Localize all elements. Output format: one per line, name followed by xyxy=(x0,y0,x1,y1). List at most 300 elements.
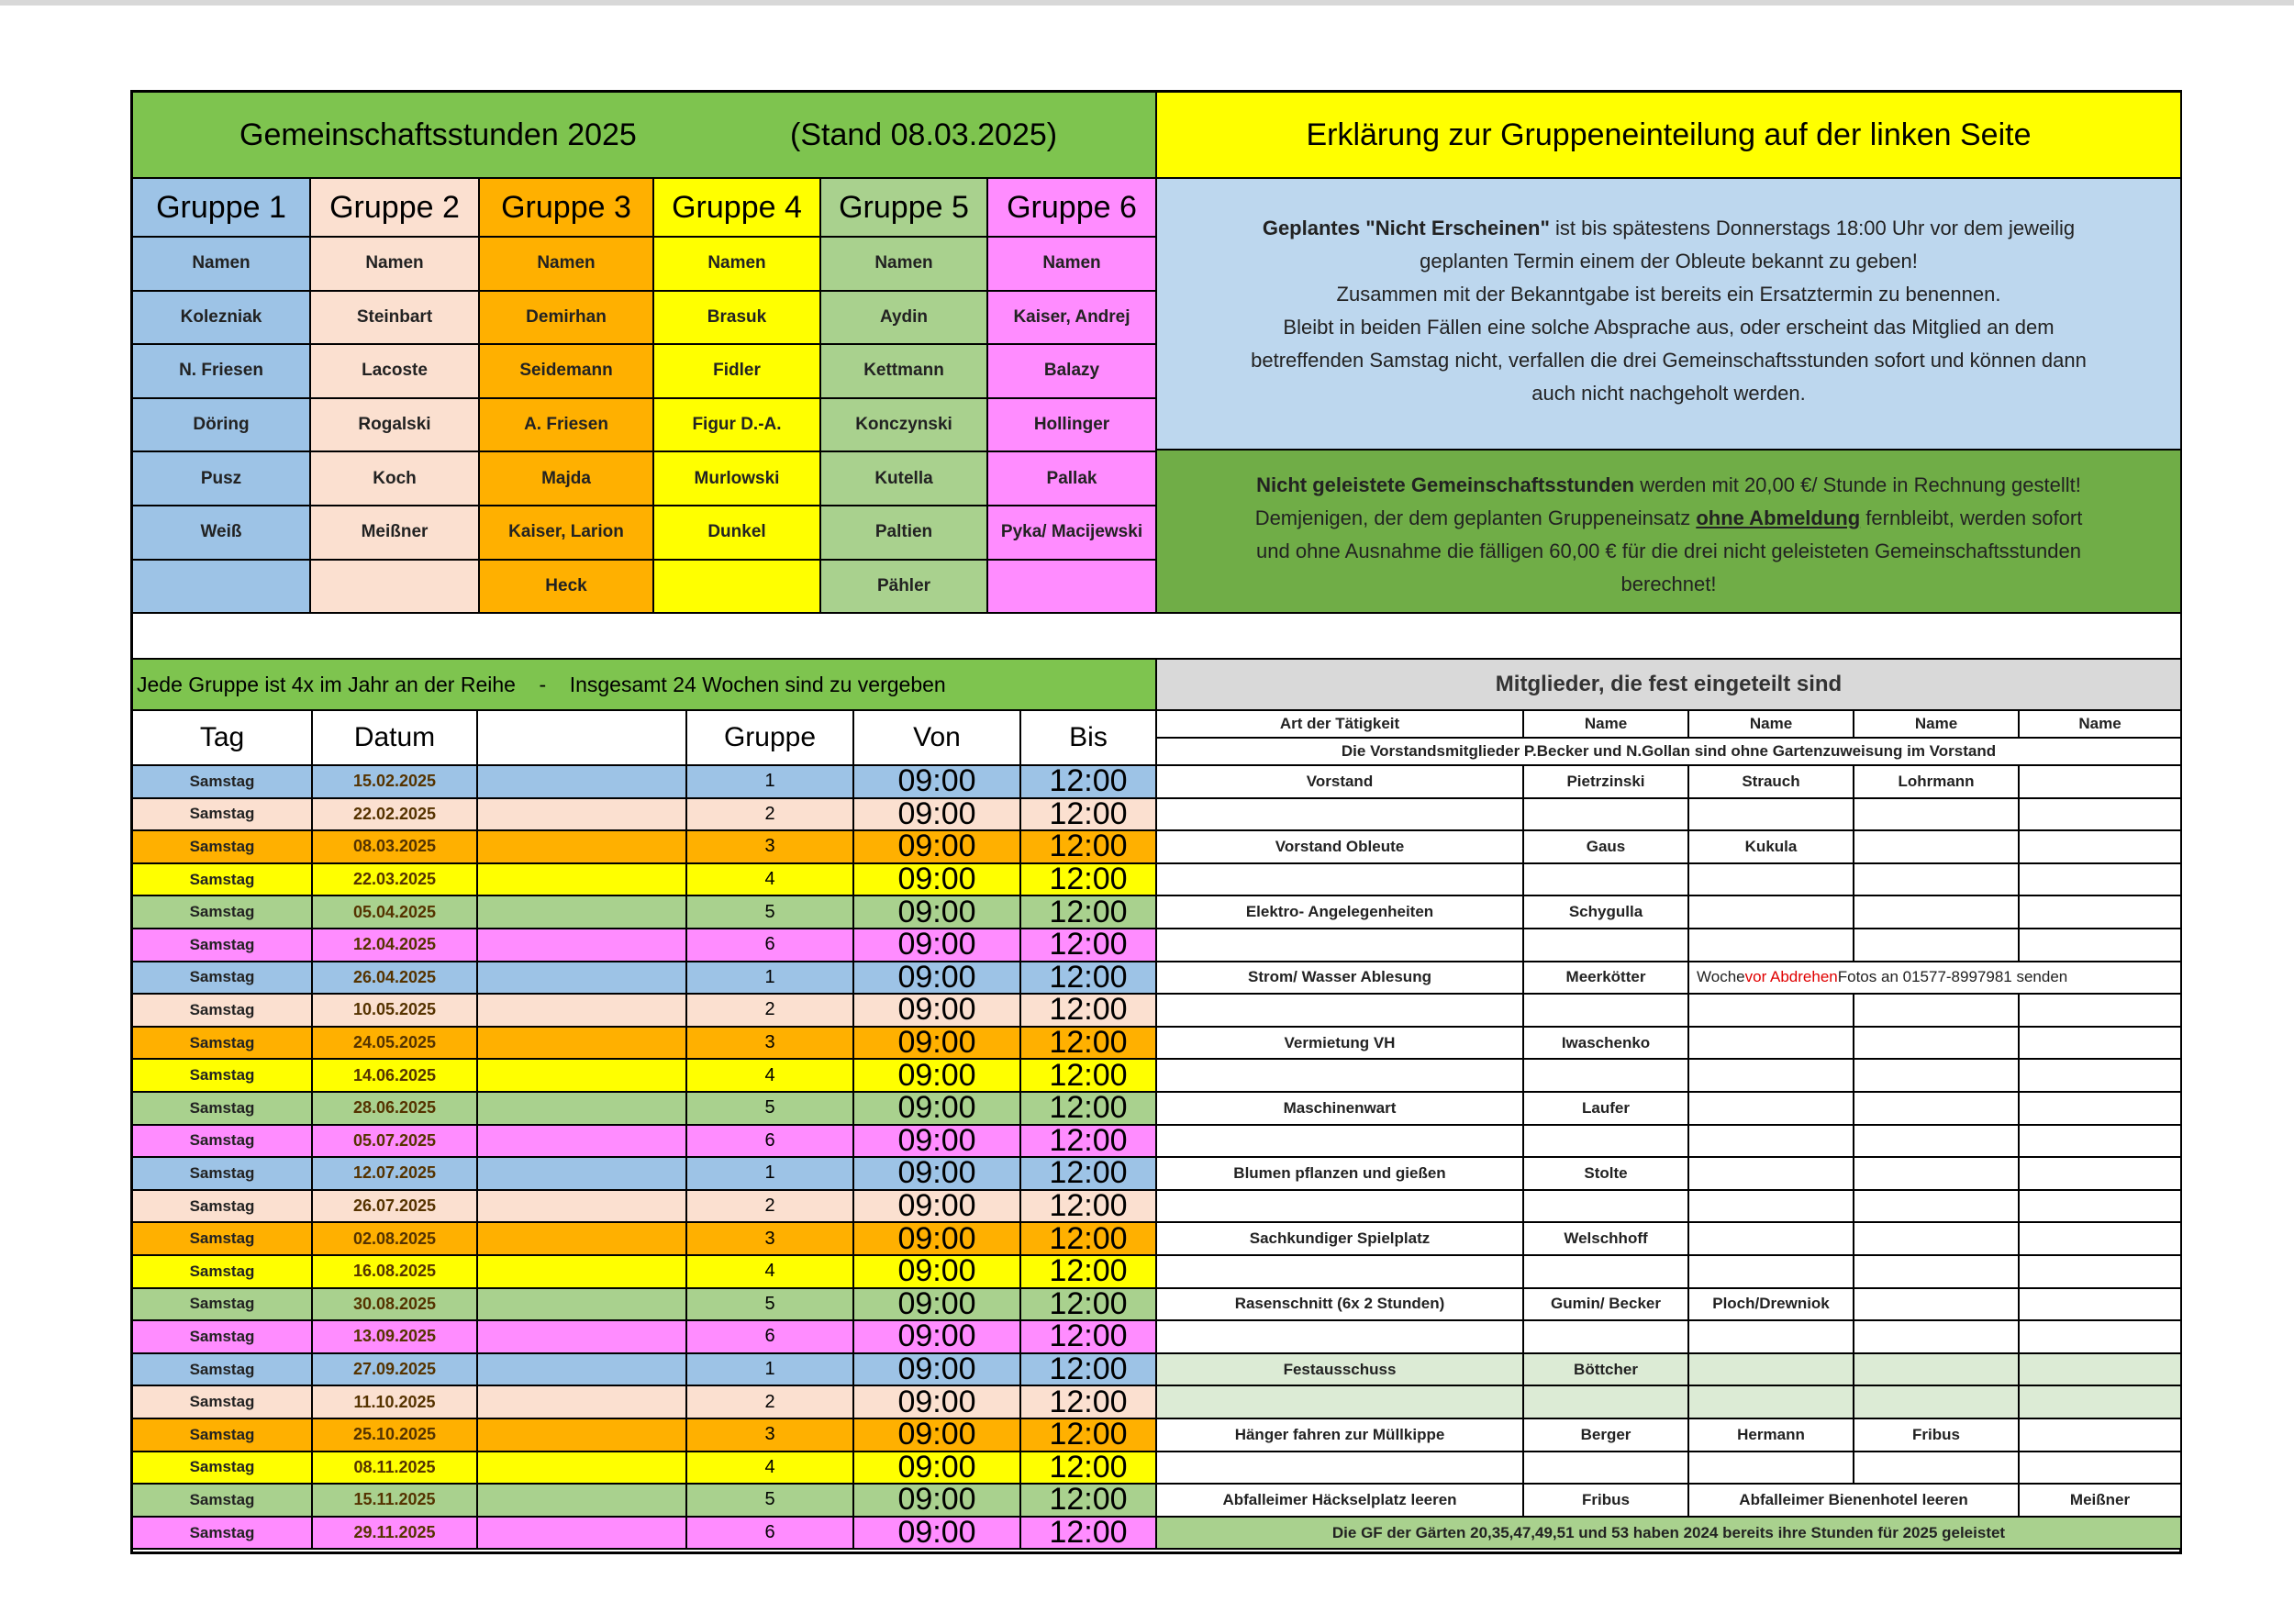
activity-cell: Rasenschnitt (6x 2 Stunden) xyxy=(1157,1289,1524,1322)
member-name-cell xyxy=(1524,799,1689,832)
schedule-from: 09:00 xyxy=(854,1518,1021,1551)
members-title: Mitglieder, die fest eingeteilt sind xyxy=(1157,660,2182,711)
schedule-to: 12:00 xyxy=(1021,831,1157,864)
group-names-label: Namen xyxy=(988,238,1157,292)
schedule-group: 6 xyxy=(687,1518,854,1551)
explanation-block-2 xyxy=(1157,450,2182,614)
member-name-cell xyxy=(2020,1256,2182,1289)
explanation-1-line-6: auch nicht nachgeholt werden. xyxy=(1531,382,1806,405)
activity-cell: Hänger fahren zur Müllkippe xyxy=(1157,1419,1524,1452)
schedule-from: 09:00 xyxy=(854,1158,1021,1191)
schedule-group: 3 xyxy=(687,1028,854,1061)
member-name-cell: Strauch xyxy=(1689,766,1854,799)
group-header-2: Gruppe 2 xyxy=(311,179,480,238)
schedule-blank xyxy=(478,1191,687,1224)
schedule-date: 05.07.2025 xyxy=(313,1126,478,1159)
schedule-group: 2 xyxy=(687,1386,854,1419)
member-name-cell xyxy=(1854,1028,2020,1061)
member-name-cell xyxy=(1524,1256,1689,1289)
member-name-cell: Fribus xyxy=(1524,1485,1689,1518)
member-name-cell xyxy=(1524,1386,1689,1419)
schedule-from: 09:00 xyxy=(854,1223,1021,1256)
schedule-col-blank xyxy=(478,711,687,766)
member-name-cell xyxy=(1854,1289,2020,1322)
member-name-cell xyxy=(1854,1256,2020,1289)
member-name-cell xyxy=(1524,1191,1689,1224)
group-member: Balazy xyxy=(988,345,1157,399)
activity-cell: Vorstand Obleute xyxy=(1157,831,1524,864)
group-member: Kolezniak xyxy=(133,292,311,346)
members-col-header: Art der Tätigkeit xyxy=(1157,711,1524,739)
schedule-tag: Samstag xyxy=(133,1485,313,1518)
schedule-blank xyxy=(478,1093,687,1126)
schedule-to: 12:00 xyxy=(1021,929,1157,962)
member-name-cell xyxy=(1854,1354,2020,1387)
group-names-label: Namen xyxy=(821,238,988,292)
schedule-from: 09:00 xyxy=(854,1452,1021,1485)
member-name-cell: Meerkötter xyxy=(1524,962,1689,996)
schedule-tag: Samstag xyxy=(133,1419,313,1452)
group-member: Heck xyxy=(480,561,654,615)
explanation-2-ohne-abmeldung: ohne Abmeldung xyxy=(1696,506,1861,529)
explanation-2-line-3: und ohne Ausnahme die fälligen 60,00 € für die drei nicht geleisteten Gemeinschaftsstunden xyxy=(1256,539,2081,562)
schedule-tag: Samstag xyxy=(133,1321,313,1354)
member-name-cell xyxy=(1854,929,2020,962)
schedule-date: 16.08.2025 xyxy=(313,1256,478,1289)
schedule-group: 1 xyxy=(687,962,854,996)
schedule-to: 12:00 xyxy=(1021,962,1157,996)
member-name-cell xyxy=(1854,1060,2020,1093)
activity-cell: Elektro- Angelegenheiten xyxy=(1157,896,1524,929)
activity-cell xyxy=(1157,1191,1524,1224)
member-name-cell xyxy=(1524,1452,1689,1485)
schedule-tag: Samstag xyxy=(133,1028,313,1061)
activity-cell: Festausschuss xyxy=(1157,1354,1524,1387)
explanation-2-line-4: berechnet! xyxy=(1620,573,1717,595)
member-name-cell: Abfalleimer Bienenhotel leeren xyxy=(1689,1485,2020,1518)
member-name-cell xyxy=(2020,1191,2182,1224)
members-col-header: Name xyxy=(1854,711,2020,739)
schedule-to: 12:00 xyxy=(1021,1158,1157,1191)
schedule-blank xyxy=(478,1354,687,1387)
schedule-group: 4 xyxy=(687,1256,854,1289)
member-name-cell xyxy=(1854,1191,2020,1224)
member-name-cell xyxy=(2020,1060,2182,1093)
group-member: Pähler xyxy=(821,561,988,615)
group-header-3: Gruppe 3 xyxy=(480,179,654,238)
member-name-cell: Welschhoff xyxy=(1524,1223,1689,1256)
schedule-date: 12.04.2025 xyxy=(313,929,478,962)
schedule-date: 05.04.2025 xyxy=(313,896,478,929)
schedule-group: 4 xyxy=(687,864,854,897)
schedule-group: 6 xyxy=(687,1321,854,1354)
member-name-cell: Pietrzinski xyxy=(1524,766,1689,799)
schedule-group: 3 xyxy=(687,1419,854,1452)
activity-cell xyxy=(1157,995,1524,1028)
schedule-blank xyxy=(478,1485,687,1518)
member-name-cell xyxy=(1854,1223,2020,1256)
schedule-tag: Samstag xyxy=(133,766,313,799)
member-name-cell xyxy=(1689,1354,1854,1387)
schedule-tag: Samstag xyxy=(133,1158,313,1191)
schedule-tag: Samstag xyxy=(133,1191,313,1224)
member-name-cell xyxy=(1689,896,1854,929)
schedule-group: 5 xyxy=(687,896,854,929)
group-member: Kaiser, Andrej xyxy=(988,292,1157,346)
member-name-cell: Gumin/ Becker xyxy=(1524,1289,1689,1322)
member-name-cell xyxy=(1854,1452,2020,1485)
schedule-from: 09:00 xyxy=(854,1028,1021,1061)
member-name-cell xyxy=(1689,1126,1854,1159)
schedule-to: 12:00 xyxy=(1021,1223,1157,1256)
schedule-group: 2 xyxy=(687,799,854,832)
schedule-group: 3 xyxy=(687,831,854,864)
schedule-date: 25.10.2025 xyxy=(313,1419,478,1452)
member-name-cell xyxy=(2020,1289,2182,1322)
member-name-cell: Schygulla xyxy=(1524,896,1689,929)
member-name-cell xyxy=(1689,1256,1854,1289)
schedule-from: 09:00 xyxy=(854,1191,1021,1224)
member-name-cell: Ploch/Drewniok xyxy=(1689,1289,1854,1322)
group-member: Lacoste xyxy=(311,345,480,399)
activity-cell: Strom/ Wasser Ablesung xyxy=(1157,962,1524,996)
group-member: Dunkel xyxy=(654,506,821,561)
schedule-to: 12:00 xyxy=(1021,1126,1157,1159)
activity-cell: Vermietung VH xyxy=(1157,1028,1524,1061)
member-name-cell: Fribus xyxy=(1854,1419,2020,1452)
schedule-from: 09:00 xyxy=(854,1354,1021,1387)
group-member: Aydin xyxy=(821,292,988,346)
group-names-label: Namen xyxy=(654,238,821,292)
member-name-cell xyxy=(1524,864,1689,897)
schedule-col-datum: Datum xyxy=(313,711,478,766)
schedule-group: 1 xyxy=(687,766,854,799)
schedule-blank xyxy=(478,896,687,929)
schedule-group: 5 xyxy=(687,1485,854,1518)
explanation-1-line-3: Zusammen mit der Bekanntgabe ist bereits ein Ersatztermin zu benennen. xyxy=(1336,283,2001,306)
group-member: Demirhan xyxy=(480,292,654,346)
member-name-cell: Lohrmann xyxy=(1854,766,2020,799)
schedule-to: 12:00 xyxy=(1021,1321,1157,1354)
schedule-blank xyxy=(478,1321,687,1354)
member-name-cell xyxy=(2020,1452,2182,1485)
member-name-cell xyxy=(1689,1060,1854,1093)
schedule-date: 12.07.2025 xyxy=(313,1158,478,1191)
explanation-2-line-2b: fernbleibt, werden sofort xyxy=(1860,506,2083,529)
group-member: Kutella xyxy=(821,452,988,506)
member-name-cell: Iwaschenko xyxy=(1524,1028,1689,1061)
member-name-cell xyxy=(1854,1386,2020,1419)
schedule-blank xyxy=(478,1060,687,1093)
explanation-1-line-5: betreffenden Samstag nicht, verfallen die drei Gemeinschaftsstunden sofort und können dann xyxy=(1251,349,2087,372)
schedule-date: 26.04.2025 xyxy=(313,962,478,996)
activity-cell xyxy=(1157,864,1524,897)
schedule-to: 12:00 xyxy=(1021,995,1157,1028)
schedule-to: 12:00 xyxy=(1021,766,1157,799)
schedule-group: 6 xyxy=(687,929,854,962)
member-name-cell xyxy=(1689,1386,1854,1419)
member-name-cell xyxy=(2020,1419,2182,1452)
schedule-blank xyxy=(478,1419,687,1452)
schedule-blank xyxy=(478,1126,687,1159)
schedule-from: 09:00 xyxy=(854,1093,1021,1126)
member-name-cell xyxy=(2020,831,2182,864)
schedule-col-von: Von xyxy=(854,711,1021,766)
schedule-from: 09:00 xyxy=(854,1289,1021,1322)
sheet-title: Gemeinschaftsstunden 2025 xyxy=(239,117,637,152)
schedule-date: 28.06.2025 xyxy=(313,1093,478,1126)
schedule-blank xyxy=(478,1452,687,1485)
member-name-cell xyxy=(2020,1321,2182,1354)
window-top-border xyxy=(0,0,2294,6)
schedule-group: 4 xyxy=(687,1452,854,1485)
group-member: Figur D.-A. xyxy=(654,399,821,453)
schedule-blank xyxy=(478,1028,687,1061)
schedule-blank xyxy=(478,995,687,1028)
group-member: Pallak xyxy=(988,452,1157,506)
member-name-cell xyxy=(1689,799,1854,832)
schedule-to: 12:00 xyxy=(1021,1386,1157,1419)
activity-cell xyxy=(1157,1452,1524,1485)
member-name-cell xyxy=(1524,1321,1689,1354)
member-name-cell xyxy=(2020,1093,2182,1126)
schedule-date: 10.05.2025 xyxy=(313,995,478,1028)
strom-note-a: Woche xyxy=(1697,968,1745,986)
member-name-cell xyxy=(1854,1093,2020,1126)
member-name-cell xyxy=(2020,929,2182,962)
member-name-cell xyxy=(1854,896,2020,929)
schedule-from: 09:00 xyxy=(854,896,1021,929)
schedule-group: 1 xyxy=(687,1158,854,1191)
schedule-date: 22.03.2025 xyxy=(313,864,478,897)
member-name-cell xyxy=(1689,1223,1854,1256)
group-member: Meißner xyxy=(311,506,480,561)
member-name-cell xyxy=(2020,1158,2182,1191)
schedule-tag: Samstag xyxy=(133,1386,313,1419)
activity-cell: Blumen pflanzen und gießen xyxy=(1157,1158,1524,1191)
members-col-header: Name xyxy=(1524,711,1689,739)
group-header-6: Gruppe 6 xyxy=(988,179,1157,238)
schedule-tag: Samstag xyxy=(133,995,313,1028)
schedule-from: 09:00 xyxy=(854,995,1021,1028)
member-name-cell xyxy=(1854,799,2020,832)
member-name-cell xyxy=(1524,929,1689,962)
activity-cell: Vorstand xyxy=(1157,766,1524,799)
schedule-to: 12:00 xyxy=(1021,1289,1157,1322)
schedule-to: 12:00 xyxy=(1021,799,1157,832)
explanation-2-line-1: werden mit 20,00 €/ Stunde in Rechnung gestellt! xyxy=(1634,473,2081,496)
activity-cell xyxy=(1157,929,1524,962)
schedule-to: 12:00 xyxy=(1021,1419,1157,1452)
schedule-tag: Samstag xyxy=(133,864,313,897)
schedule-col-tag: Tag xyxy=(133,711,313,766)
explanation-1-line-4: Bleibt in beiden Fällen eine solche Absprache aus, oder erscheint das Mitglied an dem xyxy=(1283,316,2055,339)
explanation-1-lead: Geplantes "Nicht Erscheinen" xyxy=(1262,217,1550,239)
member-name-cell: Berger xyxy=(1524,1419,1689,1452)
group-member: Kettmann xyxy=(821,345,988,399)
group-member: Majda xyxy=(480,452,654,506)
schedule-date: 11.10.2025 xyxy=(313,1386,478,1419)
schedule-from: 09:00 xyxy=(854,1386,1021,1419)
explanation-title: Erklärung zur Gruppeneinteilung auf der linken Seite xyxy=(1157,93,2182,179)
member-name-cell xyxy=(1854,864,2020,897)
schedule-date: 22.02.2025 xyxy=(313,799,478,832)
schedule-blank xyxy=(478,1223,687,1256)
member-name-cell xyxy=(1689,1093,1854,1126)
member-name-cell xyxy=(2020,766,2182,799)
schedule-from: 09:00 xyxy=(854,1485,1021,1518)
member-name-cell xyxy=(2020,799,2182,832)
member-name-cell xyxy=(1689,1321,1854,1354)
group-member: Rogalski xyxy=(311,399,480,453)
schedule-to: 12:00 xyxy=(1021,1354,1157,1387)
member-name-cell xyxy=(1854,831,2020,864)
group-member: Fidler xyxy=(654,345,821,399)
member-name-cell xyxy=(1689,929,1854,962)
schedule-date: 15.11.2025 xyxy=(313,1485,478,1518)
member-name-cell: Meißner xyxy=(2020,1485,2182,1518)
explanation-2-line-2a: Demjenigen, der dem geplanten Gruppeneinsatz xyxy=(1254,506,1697,529)
schedule-group: 2 xyxy=(687,995,854,1028)
explanation-1-line-2: geplanten Termin einem der Obleute bekannt zu geben! xyxy=(1420,250,1918,273)
schedule-to: 12:00 xyxy=(1021,1518,1157,1551)
schedule-to: 12:00 xyxy=(1021,1452,1157,1485)
member-name-cell xyxy=(1689,864,1854,897)
schedule-group: 3 xyxy=(687,1223,854,1256)
schedule-banner: Jede Gruppe ist 4x im Jahr an der Reihe - Insgesamt 24 Wochen sind zu vergeben xyxy=(133,660,1157,711)
schedule-from: 09:00 xyxy=(854,1321,1021,1354)
group-member: Murlowski xyxy=(654,452,821,506)
schedule-group: 5 xyxy=(687,1093,854,1126)
group-member: Kaiser, Larion xyxy=(480,506,654,561)
activity-cell xyxy=(1157,1126,1524,1159)
members-footer: Die GF der Gärten 20,35,47,49,51 und 53 haben 2024 bereits ihre Stunden für 2025 geleistet xyxy=(1157,1518,2182,1551)
spreadsheet xyxy=(130,90,2182,1554)
schedule-blank xyxy=(478,799,687,832)
group-member: Döring xyxy=(133,399,311,453)
schedule-tag: Samstag xyxy=(133,799,313,832)
schedule-date: 14.06.2025 xyxy=(313,1060,478,1093)
schedule-from: 09:00 xyxy=(854,831,1021,864)
activity-cell xyxy=(1157,1060,1524,1093)
member-name-cell xyxy=(1689,1452,1854,1485)
schedule-group: 4 xyxy=(687,1060,854,1093)
schedule-group: 6 xyxy=(687,1126,854,1159)
member-name-cell xyxy=(1524,1126,1689,1159)
schedule-from: 09:00 xyxy=(854,864,1021,897)
schedule-group: 5 xyxy=(687,1289,854,1322)
member-name-cell xyxy=(1854,1158,2020,1191)
member-name-cell xyxy=(1689,962,2182,996)
group-member: Hollinger xyxy=(988,399,1157,453)
schedule-from: 09:00 xyxy=(854,929,1021,962)
schedule-blank xyxy=(478,929,687,962)
activity-cell xyxy=(1157,799,1524,832)
group-member: Konczynski xyxy=(821,399,988,453)
activity-cell xyxy=(1157,1386,1524,1419)
activity-cell xyxy=(1157,1321,1524,1354)
group-member: Brasuk xyxy=(654,292,821,346)
member-name-cell xyxy=(1854,1321,2020,1354)
group-member: Steinbart xyxy=(311,292,480,346)
schedule-from: 09:00 xyxy=(854,962,1021,996)
schedule-blank xyxy=(478,1518,687,1551)
member-name-cell: Laufer xyxy=(1524,1093,1689,1126)
member-name-cell xyxy=(1524,1060,1689,1093)
schedule-group: 1 xyxy=(687,1354,854,1387)
schedule-from: 09:00 xyxy=(854,1060,1021,1093)
schedule-blank xyxy=(478,831,687,864)
schedule-to: 12:00 xyxy=(1021,1028,1157,1061)
member-name-cell: Stolte xyxy=(1524,1158,1689,1191)
schedule-tag: Samstag xyxy=(133,962,313,996)
activity-cell xyxy=(1157,1256,1524,1289)
schedule-to: 12:00 xyxy=(1021,1191,1157,1224)
schedule-tag: Samstag xyxy=(133,1256,313,1289)
schedule-from: 09:00 xyxy=(854,1419,1021,1452)
member-name-cell xyxy=(2020,1354,2182,1387)
schedule-to: 12:00 xyxy=(1021,1060,1157,1093)
member-name-cell xyxy=(2020,1223,2182,1256)
schedule-tag: Samstag xyxy=(133,1126,313,1159)
schedule-tag: Samstag xyxy=(133,1518,313,1551)
member-name-cell xyxy=(1689,1191,1854,1224)
member-name-cell xyxy=(2020,1386,2182,1419)
schedule-blank xyxy=(478,962,687,996)
schedule-col-gruppe: Gruppe xyxy=(687,711,854,766)
schedule-tag: Samstag xyxy=(133,1093,313,1126)
member-name-cell: Hermann xyxy=(1689,1419,1854,1452)
schedule-tag: Samstag xyxy=(133,1060,313,1093)
schedule-tag: Samstag xyxy=(133,1452,313,1485)
group-names-label: Namen xyxy=(311,238,480,292)
schedule-tag: Samstag xyxy=(133,1223,313,1256)
schedule-to: 12:00 xyxy=(1021,1256,1157,1289)
explanation-2-lead: Nicht geleistete Gemeinschaftsstunden xyxy=(1256,473,1635,496)
group-member: A. Friesen xyxy=(480,399,654,453)
group-member: Pusz xyxy=(133,452,311,506)
member-name-cell xyxy=(2020,995,2182,1028)
member-name-cell xyxy=(1689,995,1854,1028)
members-col-header: Name xyxy=(2020,711,2182,739)
group-member: Paltien xyxy=(821,506,988,561)
group-member xyxy=(654,561,821,615)
activity-cell: Sachkundiger Spielplatz xyxy=(1157,1223,1524,1256)
schedule-date: 24.05.2025 xyxy=(313,1028,478,1061)
member-name-cell xyxy=(2020,896,2182,929)
schedule-from: 09:00 xyxy=(854,799,1021,832)
explanation-1-line-1: ist bis spätestens Donnerstags 18:00 Uhr vor dem jeweilig xyxy=(1549,217,2076,239)
schedule-tag: Samstag xyxy=(133,896,313,929)
member-name-cell: Böttcher xyxy=(1524,1354,1689,1387)
schedule-date: 29.11.2025 xyxy=(313,1518,478,1551)
members-note: Die Vorstandsmitglieder P.Becker und N.Gollan sind ohne Gartenzuweisung im Vorstand xyxy=(1157,739,2182,766)
schedule-group: 2 xyxy=(687,1191,854,1224)
activity-cell: Abfalleimer Häckselplatz leeren xyxy=(1157,1485,1524,1518)
member-name-cell xyxy=(2020,1126,2182,1159)
schedule-date: 15.02.2025 xyxy=(313,766,478,799)
spacer-row xyxy=(133,614,2182,660)
group-header-1: Gruppe 1 xyxy=(133,179,311,238)
schedule-col-bis: Bis xyxy=(1021,711,1157,766)
schedule-tag: Samstag xyxy=(133,1354,313,1387)
activity-cell: Maschinenwart xyxy=(1157,1093,1524,1126)
group-member: Seidemann xyxy=(480,345,654,399)
schedule-date: 13.09.2025 xyxy=(313,1321,478,1354)
member-name-cell xyxy=(1524,995,1689,1028)
schedule-to: 12:00 xyxy=(1021,864,1157,897)
schedule-blank xyxy=(478,1289,687,1322)
